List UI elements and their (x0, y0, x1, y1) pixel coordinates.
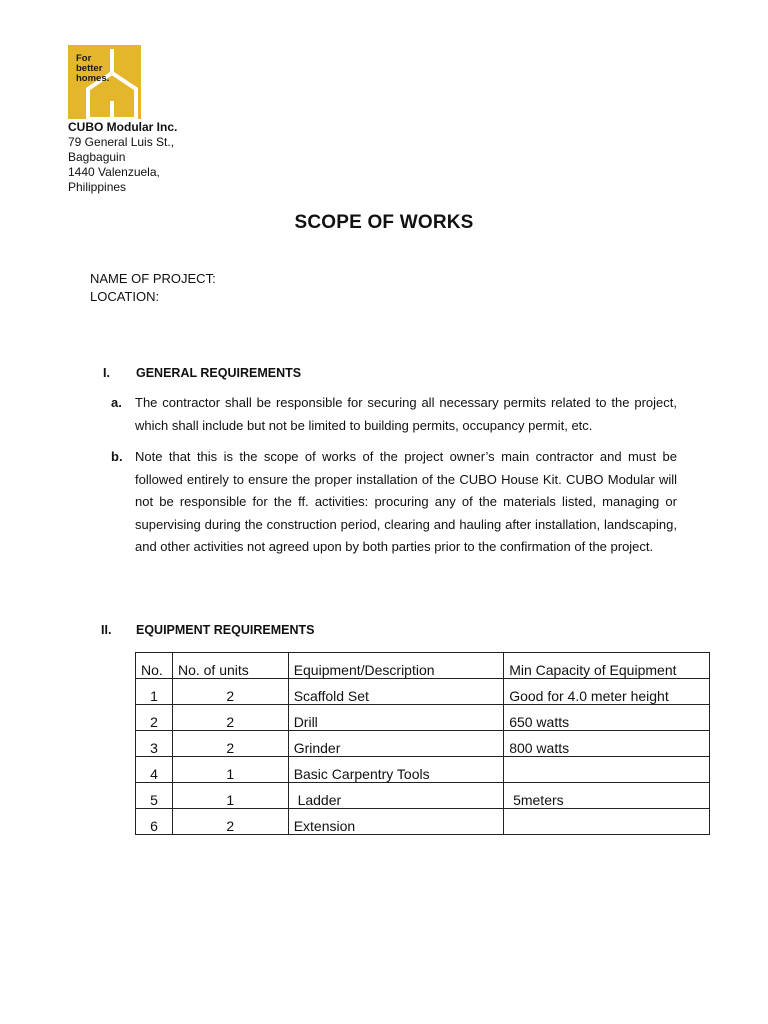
location-label: LOCATION: (90, 289, 160, 304)
table-cell: 6 (136, 809, 173, 835)
table-cell: 1 (172, 783, 288, 809)
table-cell: 5meters (504, 783, 710, 809)
table-cell: Extension (288, 809, 504, 835)
table-cell: 1 (172, 757, 288, 783)
section-number: II. (101, 623, 112, 637)
company-name: CUBO Modular Inc. (68, 120, 178, 134)
logo-tagline-3: homes. (76, 73, 110, 84)
section-title: EQUIPMENT REQUIREMENTS (136, 623, 315, 637)
table-cell: 800 watts (504, 731, 710, 757)
company-logo (68, 45, 141, 119)
item-text: Note that this is the scope of works of the project owner’s main contractor and must be followed entirely to ensure the proper installation of the CUBO House Kit. CUBO Modular will not be responsible for the ff. activities: procuring any of the materials listed, managing or supervising during the construction period, clearing and hauling after installation, landscaping, and other activities not agreed upon by both parties prior to the confirmation of the project. (135, 449, 677, 554)
address-line: Bagbaguin (68, 150, 126, 164)
address-line: Philippines (68, 180, 127, 194)
table-row (136, 809, 710, 835)
table-cell: 3 (136, 731, 173, 757)
table-row (136, 783, 710, 809)
table-row (136, 731, 710, 757)
document-title: SCOPE OF WORKS (294, 212, 474, 233)
table-cell: 1 (136, 679, 173, 705)
company-info (68, 120, 177, 195)
item-letter: b. (111, 449, 123, 464)
project-meta (90, 270, 216, 306)
table-cell: Drill (288, 705, 504, 731)
logo-tagline-2: better (76, 63, 103, 74)
table-row (136, 757, 710, 783)
address-line: 79 General Luis St., (68, 135, 175, 149)
table-cell: Basic Carpentry Tools (288, 757, 504, 783)
table-header-row (136, 653, 710, 679)
table-cell: Grinder (288, 731, 504, 757)
requirement-item (111, 446, 677, 559)
requirement-item (111, 392, 677, 437)
item-text: The contractor shall be responsible for securing all necessary permits related to the project, which shall include but not be limited to building permits, occupancy permit, etc. (135, 395, 677, 433)
table-cell: Scaffold Set (288, 679, 504, 705)
table-cell: Ladder (288, 783, 504, 809)
column-header: Equipment/Description (288, 653, 504, 679)
table-cell (504, 809, 710, 835)
table-row (136, 679, 710, 705)
table-row (136, 705, 710, 731)
logo-tagline-1: For (76, 53, 92, 64)
table-cell: 4 (136, 757, 173, 783)
section-title: GENERAL REQUIREMENTS (136, 366, 302, 380)
table-cell: 2 (172, 705, 288, 731)
section-number: I. (103, 366, 110, 380)
table-cell: 2 (172, 679, 288, 705)
table-cell: 2 (136, 705, 173, 731)
table-cell (504, 757, 710, 783)
address-line: 1440 Valenzuela, (68, 165, 160, 179)
equipment-table (135, 652, 710, 835)
table-cell: 5 (136, 783, 173, 809)
item-letter: a. (111, 395, 122, 410)
column-header: Min Capacity of Equipment (504, 653, 710, 679)
column-header: No. (136, 653, 173, 679)
column-header: No. of units (172, 653, 288, 679)
logo-mark (68, 45, 141, 119)
table-cell: 650 watts (504, 705, 710, 731)
table-cell: 2 (172, 809, 288, 835)
table-cell: 2 (172, 731, 288, 757)
project-name-label: NAME OF PROJECT: (90, 271, 216, 286)
table-cell: Good for 4.0 meter height (504, 679, 710, 705)
